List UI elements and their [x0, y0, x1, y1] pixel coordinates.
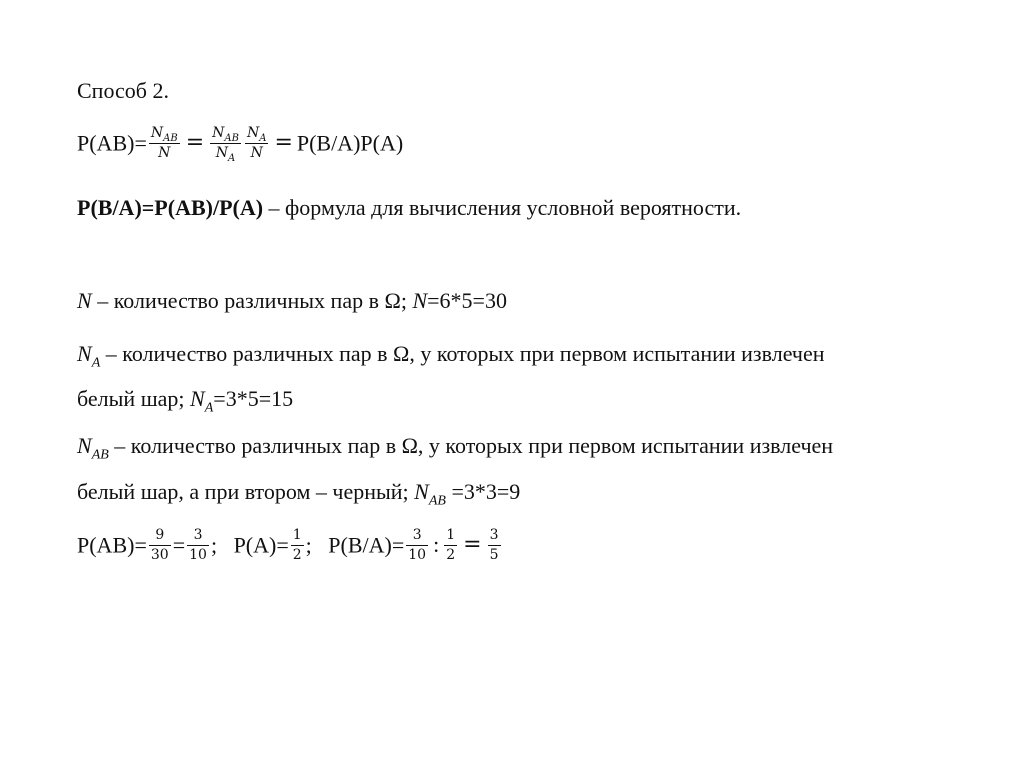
- p-ab-rhs: P(B/A)P(A): [296, 130, 404, 156]
- fraction-denominator: N: [158, 144, 171, 161]
- p-ba-label: P(B/A)=: [328, 532, 405, 558]
- definition-text: – количество различных пар в Ω, у которых при первом испытании извлечен: [100, 341, 825, 366]
- fraction-numerator: 3: [187, 527, 209, 546]
- value-text: =3*3=9: [445, 479, 521, 504]
- p-a-label: P(A)=: [233, 532, 289, 558]
- equals-sign: =: [463, 532, 482, 558]
- fraction-1-2: [444, 527, 457, 564]
- definition-text: – количество различных пар в Ω, у которых при первом испытании извлечен: [108, 433, 834, 458]
- fraction-numerator: 3: [406, 527, 428, 546]
- definition-na-continued: [77, 386, 294, 416]
- fraction-denominator: 10: [408, 546, 427, 563]
- p-ab-lhs: P(AB)=: [77, 130, 147, 156]
- fraction-numerator: 9: [149, 527, 171, 546]
- subscript: AB: [428, 493, 446, 509]
- fraction-numerator: 1: [291, 527, 304, 546]
- subscript: A: [228, 152, 236, 164]
- fraction-denominator: N: [250, 144, 263, 161]
- definition-n: [77, 290, 507, 312]
- method-title: Способ 2.: [77, 78, 169, 103]
- fraction-numerator: N: [212, 125, 225, 141]
- value-text: =6*5=30: [427, 288, 507, 313]
- subscript: A: [259, 132, 267, 144]
- fraction-9-30: [149, 527, 171, 564]
- colon-sign: :: [433, 532, 440, 558]
- p-ab-label: P(AB)=: [77, 532, 147, 558]
- fraction-3-10: [406, 527, 428, 564]
- separator: ;: [305, 532, 329, 558]
- separator: ;: [210, 532, 234, 558]
- symbol-n: N: [77, 341, 92, 366]
- definition-na: [77, 341, 825, 371]
- symbol-n: N: [77, 288, 92, 313]
- fraction-denominator: 5: [489, 546, 499, 563]
- subscript: A: [204, 400, 214, 416]
- fraction-denominator: 2: [446, 546, 456, 563]
- symbol-n: N: [190, 386, 205, 411]
- results-line: [77, 527, 503, 564]
- symbol-n: N: [412, 288, 428, 313]
- subscript: AB: [91, 447, 109, 463]
- definition-text: белый шар, а при втором – черный;: [77, 479, 415, 504]
- fraction-denominator: N: [215, 144, 229, 161]
- equals-sign: =: [185, 130, 205, 156]
- fraction-numerator: 3: [488, 527, 501, 546]
- value-text: =3*5=15: [213, 386, 294, 411]
- definition-text: – количество различных пар в Ω;: [91, 288, 413, 313]
- equals-sign: =: [172, 532, 186, 558]
- subscript: AB: [224, 132, 239, 144]
- fraction-numerator: 1: [444, 527, 457, 546]
- fraction-1-2: [291, 527, 304, 564]
- definition-nab: [77, 433, 834, 463]
- fraction-denominator: 2: [292, 546, 302, 563]
- formula-p-ab: [77, 125, 403, 162]
- definition-nab-continued: [77, 479, 521, 509]
- formula-description: – формула для вычисления условной вероятности.: [263, 195, 742, 220]
- equals-sign: =: [274, 130, 293, 156]
- fraction-nab-over-n: [149, 125, 180, 162]
- subscript: AB: [163, 132, 178, 144]
- fraction-3-5: [488, 527, 501, 564]
- formula-bold: P(B/A)=P(AB)/P(A): [77, 195, 264, 220]
- conditional-probability-formula: [77, 197, 741, 219]
- subscript: A: [91, 355, 101, 371]
- fraction-3-10: [187, 527, 209, 564]
- fraction-denominator: 10: [189, 546, 207, 563]
- fraction-numerator: N: [150, 125, 164, 141]
- symbol-n: N: [414, 479, 429, 504]
- fraction-na-over-n: [245, 125, 268, 162]
- definition-text: белый шар;: [77, 386, 191, 411]
- fraction-nab-over-na: [210, 125, 241, 162]
- symbol-n: N: [77, 433, 92, 458]
- fraction-denominator: 30: [150, 546, 169, 563]
- fraction-numerator: N: [246, 125, 260, 141]
